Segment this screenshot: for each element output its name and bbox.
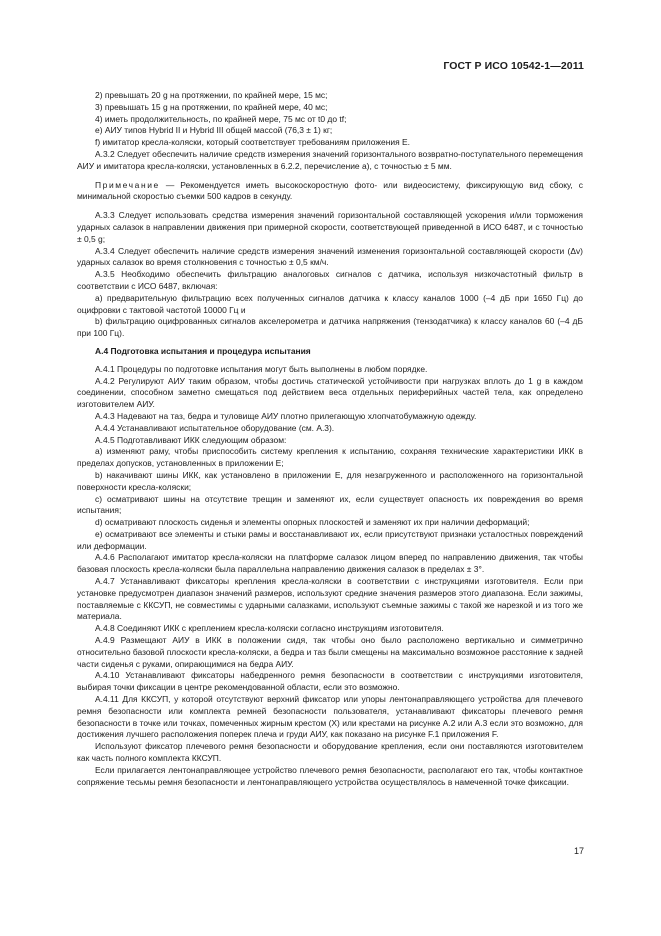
paragraph: А.4.1 Процедуры по подготовке испытания могут быть выполнены в любом порядке.	[95, 363, 428, 374]
page-body	[77, 90, 583, 788]
list-item: 3) превышать 15 g на протяжении, по крайней мере, 40 мс;	[95, 101, 328, 112]
paragraph: А.4.6 Располагают имитатор кресла-коляски на платформе салазок лицом вперед по направлению движения, так чтобы базовая плоскость кресла-коляски была параллельна направлению движения салазок в пределах ± 3°.	[77, 552, 583, 575]
list-item: 2) превышать 20 g на протяжении, по крайней мере, 15 мс;	[95, 90, 328, 100]
paragraph: Используют фиксатор плечевого ремня безопасности и оборудование крепления, если они поставляются изготовителем как часть полного комплекта ККСУП.	[77, 741, 583, 764]
paragraph: А.3.2 Следует обеспечить наличие средств измерения значений горизонтального возвратно-поступательного перемещения АИУ и имитатора кресла-коляски, установленных в 6.2.2, перечисление а), с точностью ± 5 мм.	[77, 148, 583, 171]
note-text: — Рекомендуется иметь высокоскоростную фото- или видеосистему, фиксирующую вид сбоку, с минимальной скоростью съемки 500 кадров в секунду.	[77, 179, 583, 202]
list-item: f) имитатор кресла-коляски, который соответствует требованиям приложения Е.	[95, 137, 410, 148]
list-item: а) изменяют раму, чтобы приспособить систему крепления к испытанию, сохраняя технические характеристики ИКК в пределах допусков, установленных в приложении Е;	[77, 446, 583, 469]
page-number: 17	[573, 846, 584, 856]
paragraph: А.4.8 Соединяют ИКК с креплением кресла-коляски согласно инструкциям изготовителя.	[95, 623, 444, 634]
paragraph: Если прилагается лентонаправляющее устройство плечевого ремня безопасности, располагают его так, чтобы контактное сопряжение тесьмы ремня безопасности и лентонаправляющего устройства осуществлялось в намеченной точке фиксации.	[77, 764, 583, 787]
section-heading: А.4 Подготовка испытания и процедура испытания	[95, 345, 311, 356]
paragraph: А.4.10 Устанавливают фиксаторы набедренного ремня безопасности в соответствии с инструкциями изготовителя, выбирая точки фиксации в центре рекомендованной области, если это возможно.	[77, 670, 583, 693]
list-item: b) накачивают шины ИКК, как установлено в приложении Е, для незагруженного и расположенного на горизонтальной поверхности кресла-коляски;	[77, 469, 583, 492]
list-item: e) осматривают все элементы и стыки рамы и восстанавливают их, если присутствуют признаки усталостных повреждений или деформации.	[77, 528, 583, 551]
paragraph: А.3.4 Следует обеспечить наличие средств измерения значений изменения горизонтальной составляющей скорости (Δv) ударных салазок во время столкновения с точностью ± 0,5 км/ч.	[77, 245, 583, 268]
document-header: ГОСТ Р ИСО 10542-1—2011	[443, 60, 584, 72]
list-item: c) осматривают шины на отсутствие трещин и заменяют их, если существует опасность их повреждения во время испытания;	[77, 493, 583, 516]
paragraph: А.4.5 Подготавливают ИКК следующим образом:	[95, 434, 287, 445]
list-item: b) фильтрацию оцифрованных сигналов акселерометра и датчика напряжения (тензодатчика) к классу каналов 60 (–4 дБ при 100 Гц).	[77, 316, 583, 339]
paragraph: А.4.2 Регулируют АИУ таким образом, чтобы достичь статической устойчивости при нагрузках вплоть до 1 g в каждом соединении, способном заметно смещаться под действием веса отдельных периферийных частей тела, как определено изготовителем АИУ.	[77, 375, 583, 410]
paragraph: А.4.11 Для ККСУП, у которой отсутствуют верхний фиксатор или упоры лентонаправляющего устройства для плечевого ремня безопасности или комплекта ремней безопасности пользователя, устанавливают фиксаторы плечевого ремня безопасности в точке или точках, помеченных жирным крестом (X) или крестами на рисунке А.2 или А.3 если это возможно, для достижения лучшего расположения поперек плеча и груди АИУ, как показано на рисунке F.1 приложения F.	[77, 694, 583, 740]
note	[77, 180, 583, 204]
list-item: d) осматривают плоскость сиденья и элементы опорных плоскостей и заменяют их при наличии деформаций;	[95, 517, 530, 528]
list-item: а) предварительную фильтрацию всех полученных сигналов датчика к классу каналов 1000 (–4 дБ при 1650 Гц) до оцифровки с тактовой частотой 10000 Гц и	[77, 292, 583, 315]
paragraph: А.3.3 Следует использовать средства измерения значений горизонтальной составляющей ускорения и/или торможения ударных салазок в направлении движения при примерной скорости, соответствующей приведенной в ИСО 6487, и с точностью ± 0,5 g;	[77, 210, 583, 244]
list-item: 4) иметь продолжительность, по крайней мере, 75 мс от t0 до tf;	[95, 113, 347, 124]
paragraph: А.3.5 Необходимо обеспечить фильтрацию аналоговых сигналов с датчика, используя низкочастотный фильтр в соответствии с ИСО 6487, включая:	[77, 269, 583, 291]
list-item: e) АИУ типов Hybrid II и Hybrid III общей массой (76,3 ± 1) кг;	[95, 125, 333, 136]
paragraph: А.4.3 Надевают на таз, бедра и туловище АИУ плотно прилегающую хлопчатобумажную одежду.	[95, 410, 477, 421]
paragraph: А.4.9 Размещают АИУ в ИКК в положении сидя, так чтобы оно было расположено вертикально и симметрично относительно базовой плоскости кресла-коляски, а бедра и таз были смещены на максимально возможное расстояние к задней части сиденья с руками, опирающимися на бедра АИУ.	[77, 635, 583, 669]
paragraph: А.4.4 Устанавливают испытательное оборудование (см. А.3).	[95, 422, 335, 433]
note-label: Примечание	[95, 179, 160, 190]
paragraph: А.4.7 Устанавливают фиксаторы крепления кресла-коляски в соответствии с инструкциями изготовителя. Если при установке предусмотрен диапазон значений размеров, используют средние значения размеров этого диапазона. Если зажимы, поставляемые с ККСУП, не совместимы с ударными салазками, используют съемные зажимы с такой же нарезкой и из того же материала.	[77, 576, 583, 622]
